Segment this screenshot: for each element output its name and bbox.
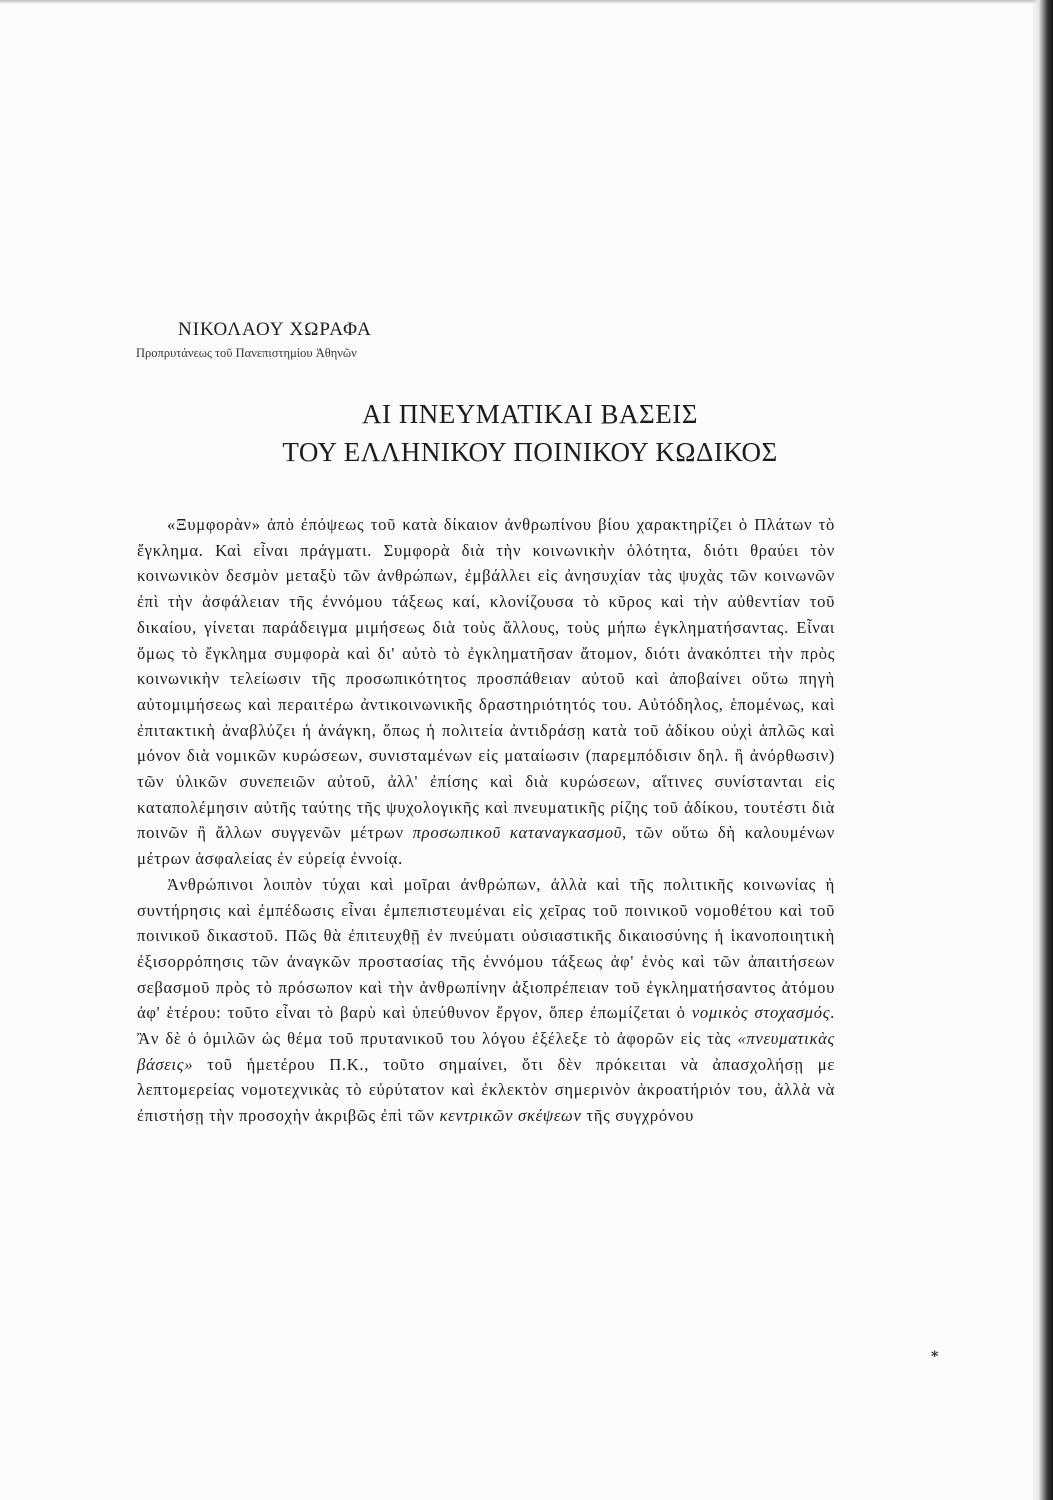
paragraph-1 bbox=[137, 512, 835, 872]
paragraph-2-mid-1: . Ἂν δὲ ὁ ὁμιλῶν ὡς θέμα τοῦ πρυτανικοῦ του λόγου ἐξέλεξε τὸ ἀφορῶν εἰς τὰς bbox=[137, 1003, 835, 1049]
page-top-edge-shadow bbox=[0, 0, 1053, 4]
paragraph-2-end: τῆς συγχρόνου bbox=[581, 1106, 695, 1126]
author-affiliation: Προπρυτάνεως τοῦ Πανεπιστημίου Ἀθηνῶν bbox=[136, 346, 357, 360]
page-right-edge-shadow bbox=[1031, 0, 1053, 1500]
paragraph-2 bbox=[137, 872, 835, 1129]
article-title-line-1: ΑΙ ΠΝΕΥΜΑΤΙΚΑΙ ΒΑΣΕΙΣ bbox=[362, 399, 698, 429]
paragraph-1-italic: προσωπικοῦ καταναγκασμοῦ bbox=[412, 823, 623, 843]
article-title-line-2: ΤΟΥ ΕΛΛΗΝΙΚΟΥ ΠΟΙΝΙΚΟΥ ΚΩΔΙΚΟΣ bbox=[282, 437, 778, 467]
paragraph-2-italic-1: νομικὸς στοχασμός bbox=[691, 1003, 831, 1023]
paragraph-2-italic-2: «πνευματικὰς βάσεις» bbox=[137, 1029, 835, 1074]
paragraph-1-end: , τῶν οὕτω δὴ καλουμένων μέτρων ἀσφαλείας ἐν εὐρείᾳ ἐννοίᾳ. bbox=[137, 823, 836, 869]
paragraph-2-italic-3: κεντρικῶν σκέψεων bbox=[439, 1106, 582, 1126]
author-name: ΝΙΚΟΛΑΟΥ ΧΩΡΑΦΑ bbox=[178, 319, 372, 340]
article-body bbox=[137, 512, 835, 1129]
paragraph-2-mid-2: τοῦ ἡμετέρου Π.Κ., τοῦτο σημαίνει, ὅτι δὲν πρόκειται νὰ ἀπασχολήσῃ με λεπτομερείας νομοτεχνικὰς τὸ εὐρύτατον καὶ ἐκλεκτὸν σημερινὸν ἀκροατήριόν του, ἀλλὰ νὰ ἐπιστήσῃ τὴν προσοχὴν ἀκριβῶς ἐπὶ τῶν bbox=[137, 1054, 835, 1126]
paragraph-1-text: «Ξυμφορὰν» ἀπὸ ἐπόψεως τοῦ κατὰ δίκαιον ἀνθρωπίνου βίου χαρακτηρίζει ὁ Πλάτων τὸ ἔγκλημα. Καὶ εἶναι πράγματι. Συμφορὰ διὰ τὴν κοινωνικὴν ὁλότητα, διότι θραύει τὸν κοινωνικὸν δεσμὸν μεταξὺ τῶν ἀνθρώπων, ἐμβάλλει εἰς ἀνησυχίαν τὰς ψυχὰς τῶν κοινωνῶν ἐπὶ τὴν ἀσφάλειαν τῆς ἐννόμου τάξεως καί, κλονίζουσα τὸ κῦρος καὶ τὴν αὐθεντίαν τοῦ δικαίου, γίνεται παράδειγμα μιμήσεως διὰ τοὺς ἄλλους, τοὺς μήπω ἐγκληματήσαντας. Εἶναι ὅμως τὸ ἔγκλημα συμφορὰ καὶ δι' αὐτὸ τὸ ἐγκληματῆσαν ἄτομον, διότι ἀνακόπτει τὴν πρὸς κοινωνικὴν τελείωσιν τῆς προσωπικότητος προσπάθειαν αὐτοῦ καὶ ἀποβαίνει οὕτω πηγὴ αὐτομιμήσεως καὶ περαιτέρω ἀντικοινωνικῆς δραστηριότητός του. Αὐτόδηλος, ἑπομένως, καὶ ἐπιτακτικὴ ἀναβλύζει ἡ ἀνάγκη, ὅπως ἡ πολιτεία ἀντιδράσῃ κατὰ τοῦ ἀδίκου οὐχὶ ἁπλῶς καὶ μόνον διὰ νομικῶν κυρώσεων, συνισταμένων εἰς ματαίωσιν (παρεμπόδισιν δηλ. ἢ ἀνόρθωσιν) τῶν ὑλικῶν συνεπειῶν αὐτοῦ, ἀλλ' ἐπίσης καὶ διὰ κυρώσεων, αἵτινες συνίστανται εἰς καταπολέμησιν αὐτῆς ταύτης τῆς ψυχολογικῆς καὶ πνευματικῆς ρίζης τοῦ ἀδίκου, τουτέστι διὰ ποινῶν ἢ ἄλλων συγγενῶν μέτρων bbox=[137, 515, 835, 843]
margin-mark: * bbox=[931, 1349, 939, 1365]
paragraph-2-text: Ἀνθρώπινοι λοιπὸν τύχαι καὶ μοῖραι ἀνθρώπων, ἀλλὰ καὶ τῆς πολιτικῆς κοινωνίας ἡ συντήρησις καὶ ἐμπέδωσις εἶναι ἐμπεπιστευμέναι εἰς χεῖρας τοῦ ποινικοῦ νομοθέτου καὶ τοῦ ποινικοῦ δικαστοῦ. Πῶς θὰ ἐπιτευχθῇ ἐν πνεύματι οὐσιαστικῆς δικαιοσύνης ἡ ἱκανοποιητικὴ ἐξισορρόπησις τῶν ἀναγκῶν προστασίας τῆς ἐννόμου τάξεως ἀφ' ἑνὸς καὶ τῶν ἀπαιτήσεων σεβασμοῦ πρὸς τὸ πρόσωπον καὶ τὴν ἀνθρωπίνην ἀξιοπρέπειαν τοῦ ἐγκληματήσαντος ἀτόμου ἀφ' ἑτέρου: τοῦτο εἶναι τὸ βαρὺ καὶ ὑπεύθυνον ἔργον, ὅπερ ἐπωμίζεται ὁ bbox=[137, 874, 835, 1023]
